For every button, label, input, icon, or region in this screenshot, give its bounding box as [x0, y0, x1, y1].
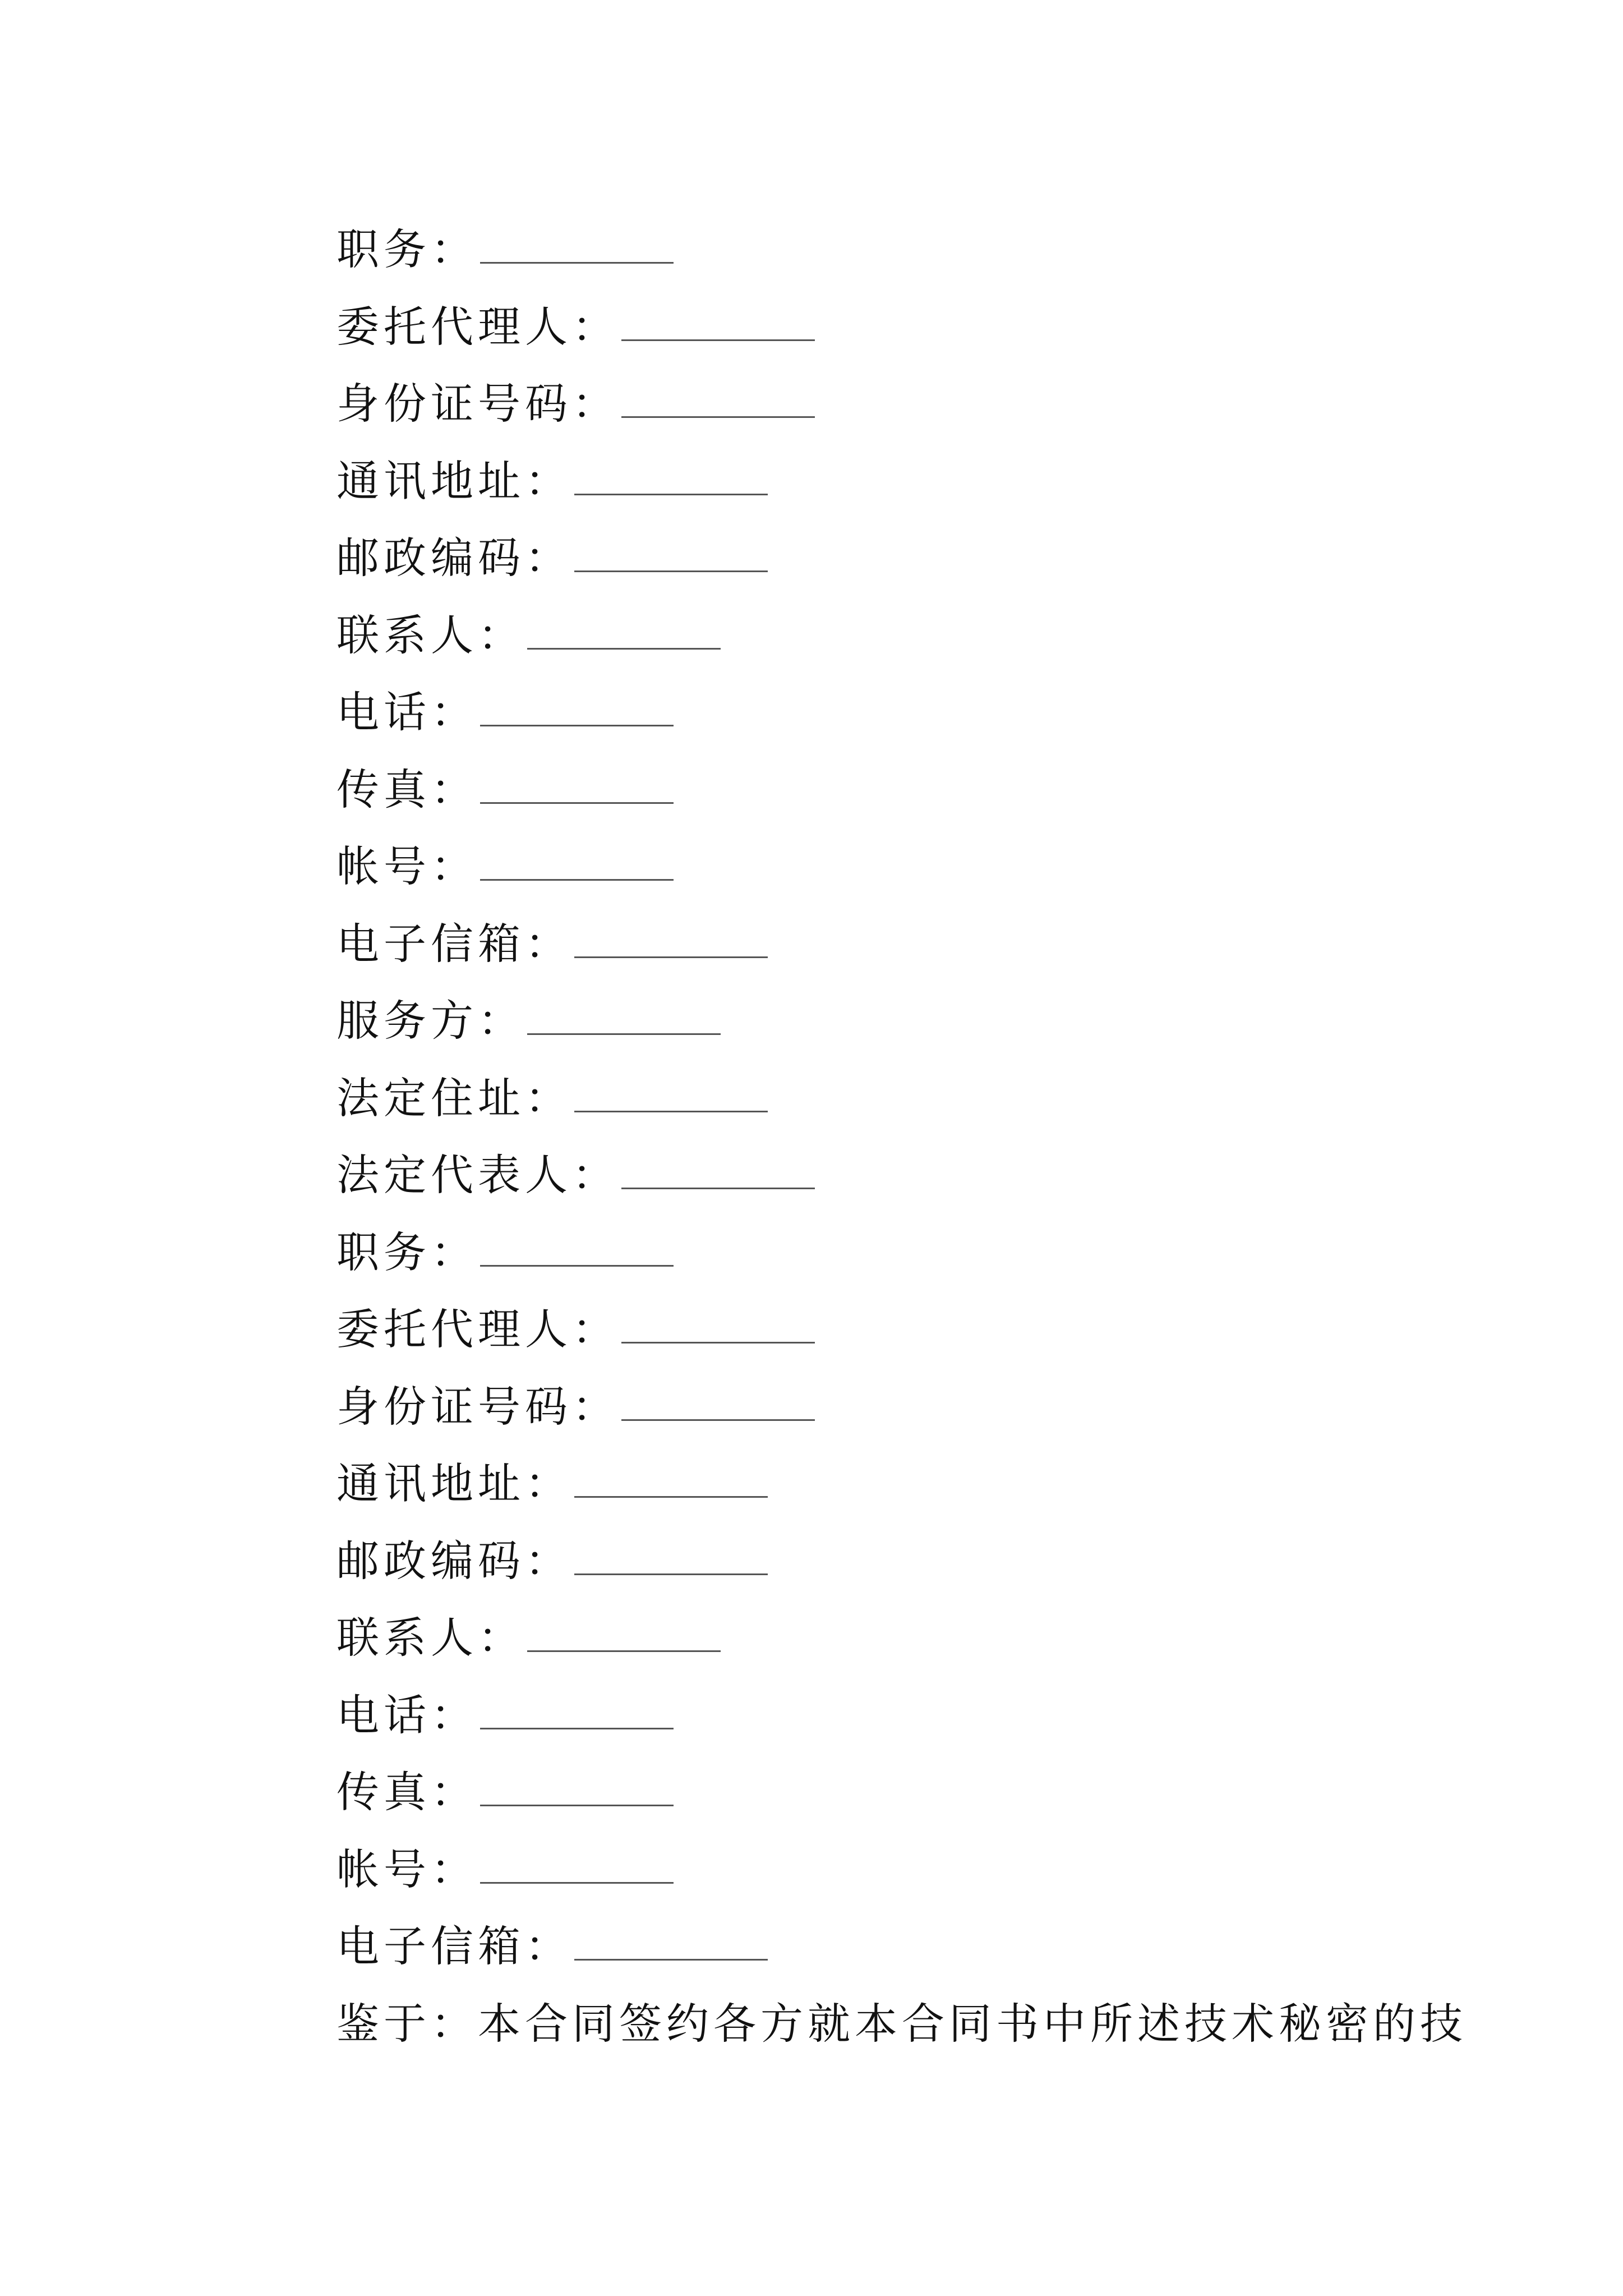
field-row — [336, 1056, 1458, 1134]
field-row — [336, 593, 1458, 671]
field-label: 帐号： — [336, 1844, 478, 1894]
field-label: 电话： — [336, 687, 478, 738]
fill-in-blank[interactable] — [480, 228, 674, 264]
field-label: 身份证号码： — [336, 379, 619, 429]
fill-in-blank[interactable] — [621, 383, 815, 418]
field-row — [336, 1750, 1458, 1828]
fill-in-blank[interactable] — [480, 1694, 674, 1729]
fill-in-blank[interactable] — [574, 460, 768, 495]
field-row — [336, 902, 1458, 979]
fill-in-blank[interactable] — [480, 1771, 674, 1806]
field-label: 法定代表人： — [336, 1150, 619, 1200]
field-label: 电子信箱： — [336, 918, 572, 969]
field-row — [336, 1287, 1458, 1365]
field-row — [336, 1442, 1458, 1519]
field-row — [336, 670, 1458, 748]
field-row — [336, 208, 1458, 285]
field-label: 通讯地址： — [336, 1458, 572, 1509]
contract-fields — [336, 208, 1467, 2059]
field-row — [336, 439, 1458, 517]
fill-in-blank[interactable] — [574, 1077, 768, 1112]
field-row — [336, 1365, 1458, 1442]
field-label: 联系人： — [336, 610, 525, 660]
field-row — [336, 1596, 1458, 1673]
field-label: 通讯地址： — [336, 455, 572, 506]
field-label: 服务方： — [336, 996, 525, 1046]
field-label: 委托代理人： — [336, 301, 619, 352]
field-label: 身份证号码： — [336, 1381, 619, 1432]
fill-in-blank[interactable] — [621, 1154, 815, 1189]
fill-in-blank[interactable] — [527, 1617, 721, 1652]
fill-in-blank[interactable] — [574, 537, 768, 572]
field-label: 传真： — [336, 764, 478, 815]
fill-in-blank[interactable] — [621, 306, 815, 341]
fill-in-blank[interactable] — [574, 1540, 768, 1575]
fill-in-blank[interactable] — [574, 1462, 768, 1498]
field-label: 委托代理人： — [336, 1304, 619, 1355]
field-row — [336, 1211, 1458, 1288]
fill-in-blank[interactable] — [480, 769, 674, 804]
field-row — [336, 1133, 1458, 1211]
field-label: 法定住址： — [336, 1073, 572, 1123]
field-row — [336, 1673, 1458, 1751]
recital-text: 鉴于：本合同签约各方就本合同书中所述技术秘密的技 — [336, 1998, 1467, 2049]
fill-in-blank[interactable] — [480, 1231, 674, 1267]
field-row — [336, 1519, 1458, 1596]
fill-in-blank[interactable] — [574, 923, 768, 958]
field-row — [336, 516, 1458, 593]
field-label: 帐号： — [336, 841, 478, 892]
field-row — [336, 1828, 1458, 1905]
fill-in-blank[interactable] — [480, 845, 674, 881]
fill-in-blank[interactable] — [480, 691, 674, 726]
field-row — [336, 979, 1458, 1056]
field-label: 传真： — [336, 1767, 478, 1818]
field-row — [336, 285, 1458, 362]
field-row — [336, 748, 1458, 825]
field-label: 职务： — [336, 1227, 478, 1277]
fill-in-blank[interactable] — [480, 1848, 674, 1884]
field-label: 电子信箱： — [336, 1921, 572, 1972]
field-row — [336, 362, 1458, 439]
field-label: 职务： — [336, 224, 478, 275]
fill-in-blank[interactable] — [621, 1386, 815, 1421]
field-label: 联系人： — [336, 1613, 525, 1663]
fill-in-blank[interactable] — [527, 1000, 721, 1035]
fill-in-blank[interactable] — [527, 614, 721, 650]
fill-in-blank[interactable] — [621, 1308, 815, 1343]
fill-in-blank[interactable] — [574, 1925, 768, 1961]
field-label: 邮政编码： — [336, 1535, 572, 1586]
field-row — [336, 825, 1458, 902]
field-label: 电话： — [336, 1690, 478, 1740]
field-label: 邮政编码： — [336, 533, 572, 583]
field-row — [336, 1904, 1458, 1982]
